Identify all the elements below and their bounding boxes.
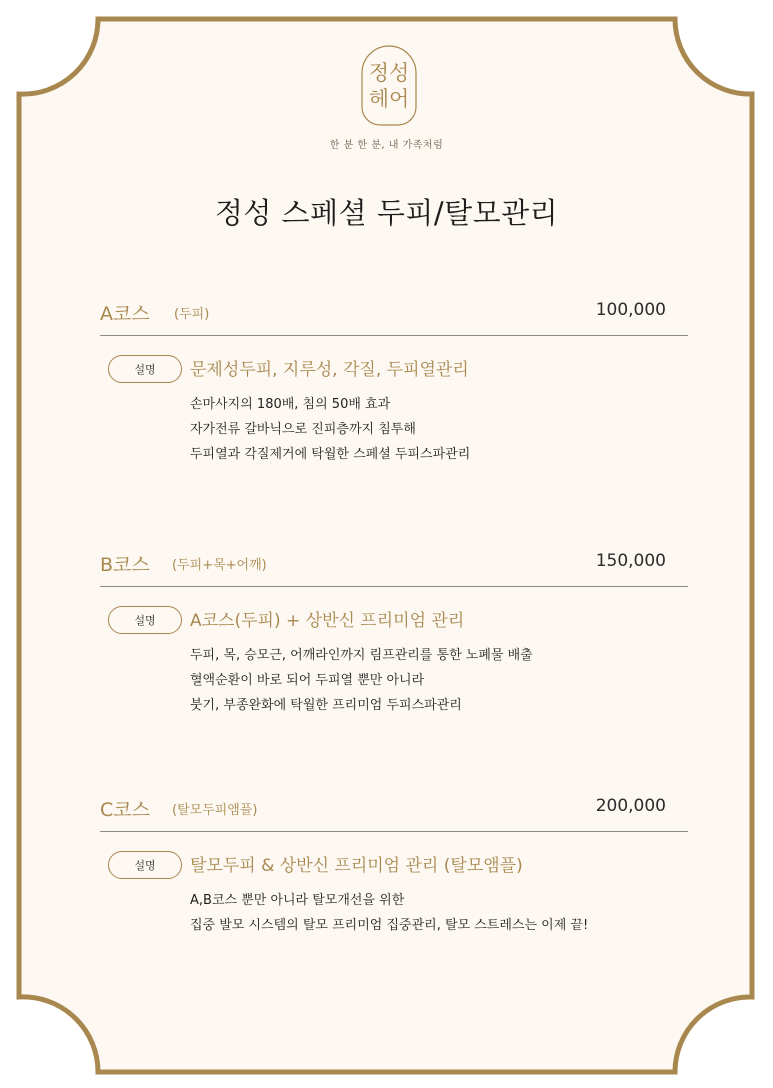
course-price: 100,000 — [595, 300, 666, 320]
description-row — [100, 352, 688, 392]
course-header — [100, 550, 688, 587]
course-headline: A코스(두피) + 상반신 프리미엄 관리 — [190, 611, 465, 631]
description-row — [100, 848, 688, 888]
course-sub: (탈모두피앰플) — [172, 803, 258, 818]
description-line: 혈액순환이 바로 되어 두피열 뿐만 아니라 — [190, 673, 425, 688]
description-line: 두피열과 각질제거에 탁월한 스페셜 두피스파관리 — [190, 447, 471, 462]
course-b — [100, 550, 688, 718]
description-line: 집중 발모 시스템의 탈모 프리미엄 집중관리, 탈모 스트레스는 이제 끝! — [190, 918, 589, 933]
course-name: B코스 — [100, 554, 150, 576]
description-lines — [190, 392, 688, 467]
logo — [358, 45, 420, 127]
description-line: 자가전류 갈바닉으로 진피층까지 침투해 — [190, 422, 416, 437]
description-badge: 설명 — [108, 606, 182, 634]
description-line: A,B코스 뿐만 아니라 탈모개선을 위한 — [190, 893, 405, 908]
course-header — [100, 299, 688, 336]
course-price: 200,000 — [595, 796, 666, 816]
logo-line-2: 헤어 — [368, 87, 410, 111]
description-line: 붓기, 부종완화에 탁월한 프리미엄 두피스파관리 — [190, 698, 462, 713]
description-badge: 설명 — [108, 355, 182, 383]
description-lines — [190, 888, 688, 938]
course-name: A코스 — [100, 303, 150, 325]
page-title: 정성 스페셜 두피/탈모관리 — [214, 196, 559, 230]
logo-line-1: 정성 — [368, 61, 410, 85]
course-sub: (두피) — [174, 307, 210, 322]
description-lines — [190, 643, 688, 718]
course-c — [100, 795, 688, 938]
course-sub: (두피+목+어깨) — [172, 558, 267, 573]
course-name: C코스 — [100, 799, 150, 821]
description-line: 두피, 목, 승모근, 어깨라인까지 림프관리를 통한 노폐물 배출 — [190, 648, 533, 663]
tagline: 한 분 한 분, 내 가족처럼 — [329, 140, 444, 151]
course-price: 150,000 — [595, 551, 666, 571]
course-headline: 탈모두피 & 상반신 프리미엄 관리 (탈모앰플) — [190, 856, 523, 876]
description-row — [100, 603, 688, 643]
description-badge: 설명 — [108, 851, 182, 879]
course-a — [100, 299, 688, 467]
course-header — [100, 795, 688, 832]
course-headline: 문제성두피, 지루성, 각질, 두피열관리 — [190, 360, 469, 380]
description-line: 손마사지의 180배, 침의 50배 효과 — [190, 397, 391, 412]
